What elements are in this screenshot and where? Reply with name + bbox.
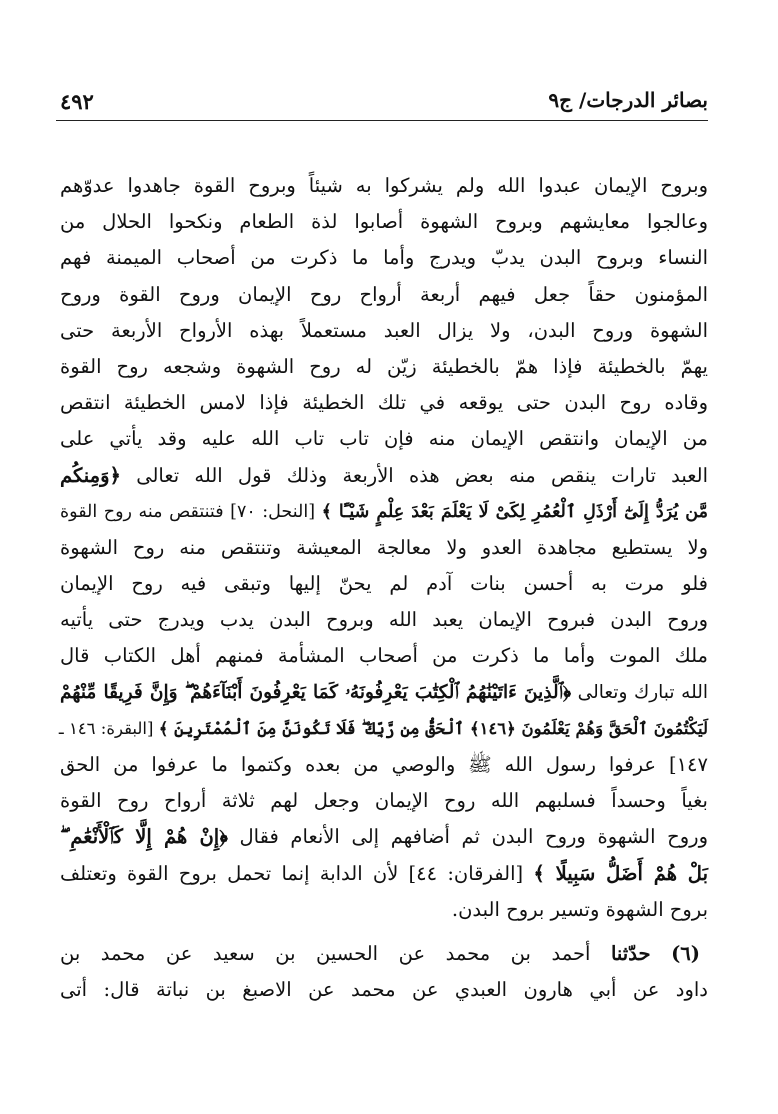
paragraph-2 (60, 936, 708, 1008)
text-line: وعالجوا معايشهم وبروح الشهوة أصابوا لذة الطعام ونكحوا الحلال من (60, 210, 708, 234)
text-line (60, 675, 708, 711)
text-line: بغياً وحسداً فسلبهم الله روح الإيمان وجعل لهم ثلاثة أرواح روح القوة (60, 789, 708, 813)
text-line: ملك الموت وأما ما ذكرت من أصحاب المشأمة فمنهم أهل الكتاب قال (60, 644, 708, 668)
text-line: فلو مرت به أحسن بنات آدم لم يحنّ إليها وتبقى فيه روح الإيمان (60, 572, 708, 596)
page-number: ٤٩٢ (60, 89, 94, 114)
text-line: وقاده روح البدن حتى يوقعه في تلك الخطيئة فإذا لامس الخطيئة انتقص (60, 391, 708, 415)
text-line (60, 494, 708, 530)
paragraph-gap (60, 928, 708, 936)
quran-verse: ﴿إِنْ هُمْ إِلَّا كَٱلْأَنْعَٰمِ ۖ (60, 825, 228, 849)
hadith-number: (٦) (671, 941, 701, 965)
text-line: من الإيمان وانتقص الإيمان منه فإن تاب تاب الله عليه وقد يأتي على (60, 427, 708, 451)
text-line (60, 936, 708, 972)
text-line: ولا يستطيع مجاهدة العدو ولا معالجة المعيشة وتنتقص منه روح الشهوة (60, 535, 708, 559)
text-line: ١٤٧] عرفوا رسول الله ﷺ والوصي من بعده وكتموا ما عرفوا من الحق (60, 753, 708, 776)
text-line: بروح الشهوة وتسير بروح البدن. (451, 897, 708, 921)
header-divider (56, 120, 708, 121)
text-line: النساء وبروح البدن يدبّ ويدرج وأما ما ذكرت من أصحاب الميمنة فهم (60, 246, 708, 270)
quran-verse: بَلْ هُمْ أَضَلُّ سَبِيلًا ﴾ (533, 861, 708, 885)
text-line (60, 711, 708, 747)
running-title: بصائر الدرجات/ ج٩ (548, 88, 708, 112)
text-line: داود عن أبي هارون العبدي عن محمد عن الاصبغ بن نباتة قال: أتى (60, 978, 708, 1002)
text-line: يهمّ بالخطيئة فإذا همّ بالخطيئة زيّن له روح الشهوة وشجعه روح القوة (60, 354, 708, 378)
paragraph-1 (60, 168, 708, 928)
quran-verse: مَّن يُرَدُّ إِلَىٰٓ أَرْذَلِ ٱلْعُمُرِ لِكَىْ لَا يَعْلَمَ بَعْدَ عِلْمٍ شَيْـًٔا ﴾ (321, 501, 708, 522)
page-header (60, 88, 708, 120)
text-line (60, 458, 708, 494)
text-line: الشهوة وروح البدن، ولا يزال العبد مستعملاً بهذه الأرواح الأربعة حتى (60, 318, 708, 342)
quran-verse: ﴿ٱلَّذِينَ ءَاتَيْنَٰهُمُ ٱلْكِتَٰبَ يَعْرِفُونَهُۥ كَمَا يَعْرِفُونَ أَبْنَآءَهُمْ ۖ وَإِنَّ فَرِيقًا مِّنْهُمْ (60, 681, 572, 703)
page-body (60, 168, 708, 1008)
quran-verse: ﴿وَمِنكُم (60, 463, 121, 487)
quran-verse: لَيَكْتُمُونَ ٱلْحَقَّ وَهُمْ يَعْلَمُونَ ﴿١٤٦﴾ ٱلْحَقُّ مِن رَّبِّكَ ۖ فَلَا تَكُونَنَّ مِنَ ٱلْمُمْتَرِينَ ﴾ (158, 718, 708, 738)
text-line: وروح البدن فبروح الإيمان يعبد الله وبروح البدن يدب ويدرج حتى يأتيه (60, 608, 708, 632)
verse-citation: [البقرة: ١٤٦ ـ (58, 718, 154, 738)
verse-citation: [النحل: ٧٠] فتنتقص منه روح القوة (60, 501, 316, 522)
text-line (60, 819, 708, 855)
body-text-run: العبد تارات ينقص منه بعض هذه الأربعة وذلك قول الله تعالى (136, 463, 709, 487)
verse-citation: [الفرقان: ٤٤] لأن الدابة إنما تحمل بروح القوة وتعتلف (60, 861, 524, 885)
body-text-run: وروح الشهوة وروح البدن ثم أضافهم إلى الأنعام فقال (239, 825, 708, 849)
text-line: المؤمنون حقاً جعل فيهم أربعة أرواح روح الإيمان وروح القوة وروح (60, 282, 708, 306)
text-line: وبروح الإيمان عبدوا الله ولم يشركوا به شيئاً وبروح القوة جاهدوا عدوّهم (60, 174, 708, 197)
isnad-text: أحمد بن محمد عن الحسين بن سعيد عن محمد بن (60, 941, 591, 965)
body-text-run: الله تبارك وتعالى (577, 681, 708, 703)
hadith-lead: حدّثنا (610, 941, 651, 965)
text-line (60, 856, 708, 892)
